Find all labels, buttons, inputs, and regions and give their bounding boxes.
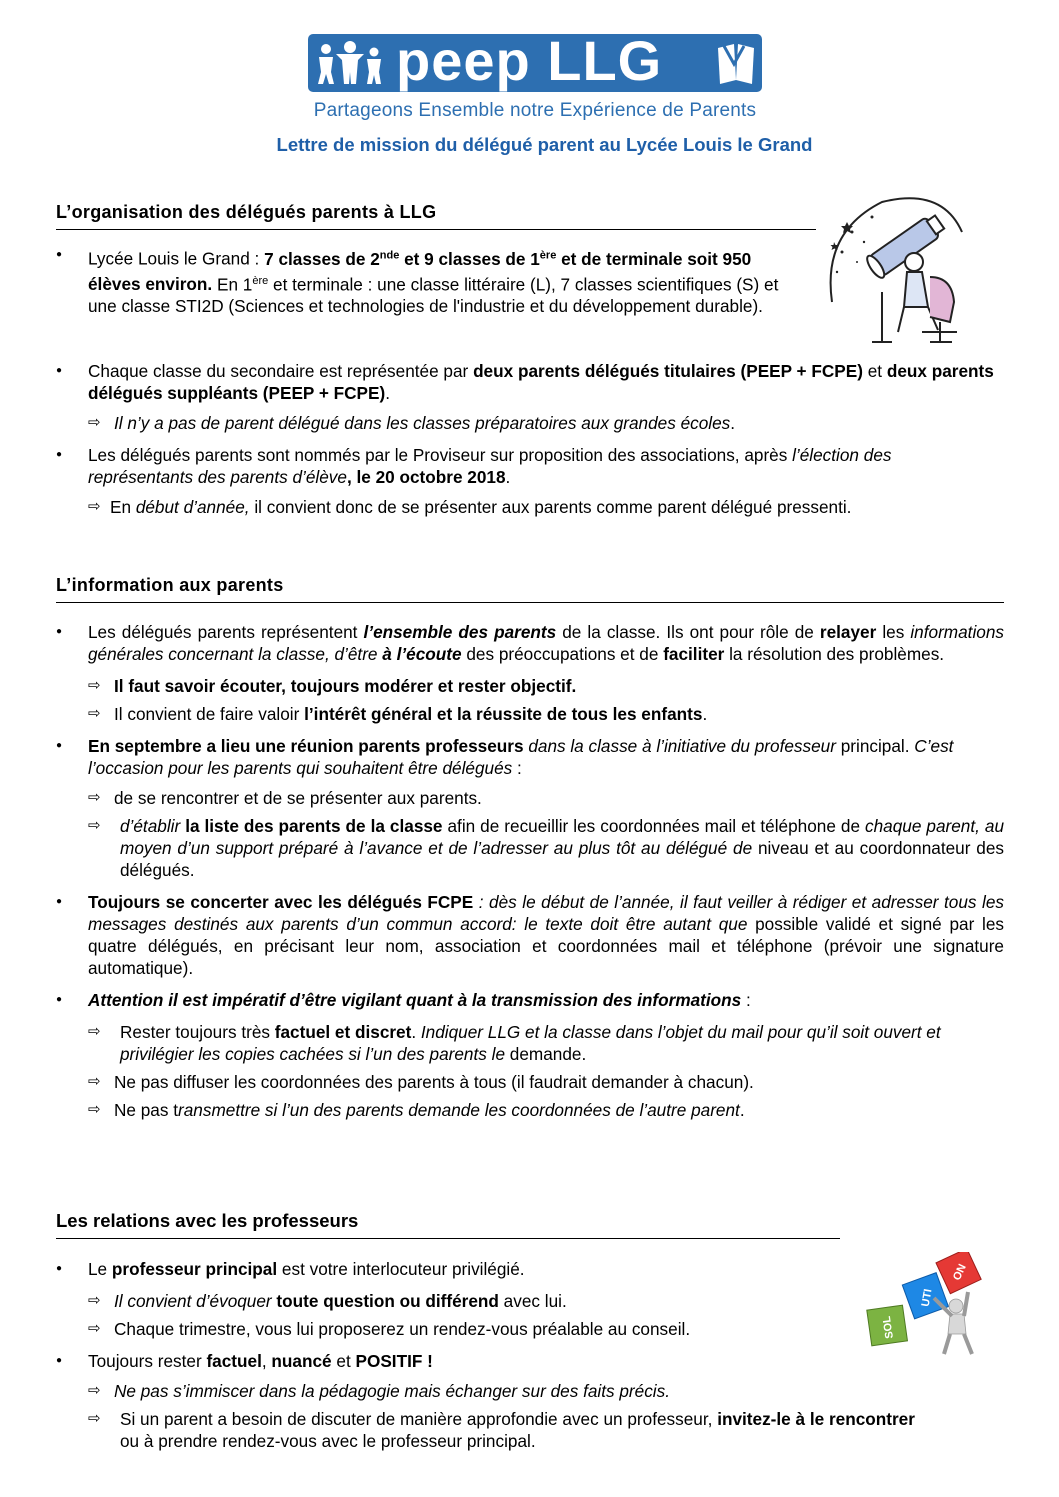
arrow-right-icon: ⇨ <box>88 498 101 515</box>
sub-item: ⇨ Ne pas diffuser les coordonnées des parents à tous (il faudrait demander à chacun). <box>88 1072 754 1092</box>
logo-text: peep LLG <box>396 29 663 92</box>
telescope-illustration <box>812 192 972 348</box>
sub-item: ⇨ Il faut savoir écouter, toujours modérer et rester objectif. <box>88 676 577 696</box>
sub-item: ⇨ Ne pas transmettre si l’un des parents demande les coordonnées de l’autre parent. <box>88 1100 745 1120</box>
sub-item: ⇨ de se rencontrer et de se présenter aux parents. <box>88 788 482 808</box>
arrow-right-icon: ⇨ <box>88 677 101 694</box>
list-item: ● Toujours rester factuel, nuancé et POSITIF ! ⇨ Ne pas s’immiscer dans la pédagogie mais échanger sur des faits précis. ⇨ Si un parent a besoin de discuter de manière approfondie avec un professeur, invitez-le à le rencontrer ou à prendre rendez-vous avec le professeur principal. <box>56 1350 936 1452</box>
sub-item: ⇨ d’établir la liste des parents de la classe afin de recueillir les coordonnées mail et téléphone de chaque parent, au moyen d’un support préparé à l’avance et de l’adresser au plus tôt au délégué de niveau et au coordonnateur des délégués. <box>88 816 1005 880</box>
arrow-right-icon: ⇨ <box>88 705 101 722</box>
section-professeurs <box>56 1210 840 1239</box>
sub-item: ⇨ Ne pas s’immiscer dans la pédagogie mais échanger sur des faits précis. <box>88 1381 670 1401</box>
list-item: ● Toujours se concerter avec les délégués FCPE : dès le début de l’année, il faut veiller à rédiger et adresser tous les messages destinés aux parents d’un commun accord: le texte doit être autant que possible validé et signé par les quatre délégués, en précisant leur nom, association et coordonnées mail et téléphone (prévoir une signature automatique). <box>56 891 1004 979</box>
list-item: ● Attention il est impératif d’être vigilant quant à la transmission des informations : ⇨ Rester toujours très factuel et discret. Indiquer LLG et la classe dans l’objet du mail pour qu’il soit ouvert et privilégier les copies cachées si l’un des parents le demande. ⇨ Ne pas diffuser les coordonnées des parents à tous (il faudrait demander à chacun). ⇨ Ne pas transmettre si l’un des parents demande les coordonnées de l’autre parent. <box>56 989 1004 1121</box>
list-item: ● Les délégués parents représentent l’ensemble des parents de la classe. Ils ont pour rôle de relayer les informations générales concernant la classe, d’être à l’écoute des préoccupations et de faciliter la résolution des problèmes. ⇨ Il faut savoir écouter, toujours modérer et rester objectif. ⇨ Il convient de faire valoir l’intérêt général et la réussite de tous les enfants. <box>56 621 1004 725</box>
logo-tagline: Partageons Ensemble notre Expérience de Parents <box>313 100 757 121</box>
sub-item: ⇨ Si un parent a besoin de discuter de manière approfondie avec un professeur, invitez-le à le rencontrer ou à prendre rendez-vous avec le professeur principal. <box>88 1409 915 1451</box>
section-professeurs-list <box>56 1258 936 1452</box>
logo-bar <box>308 29 762 92</box>
sub-item: ⇨ Chaque trimestre, vous lui proposerez un rendez-vous préalable au conseil. <box>88 1319 691 1339</box>
peep-logo <box>308 29 762 122</box>
arrow-right-icon: ⇨ <box>88 1023 101 1040</box>
book-icon <box>716 42 756 84</box>
sub-item: ⇨ Il convient de faire valoir l’intérêt général et la réussite de tous les enfants. <box>88 704 708 724</box>
cube-letter: SOL <box>880 1315 896 1340</box>
cube-letter: ON <box>950 1262 969 1283</box>
arrow-right-icon: ⇨ <box>88 1292 101 1309</box>
arrow-right-icon: ⇨ <box>88 1101 101 1118</box>
arrow-right-icon: ⇨ <box>88 1320 101 1337</box>
arrow-right-icon: ⇨ <box>88 1073 101 1090</box>
cube-letter: UTI <box>919 1288 935 1308</box>
sub-item: ⇨ Rester toujours très factuel et discret. Indiquer LLG et la classe dans l’objet du mail pour qu’il soit ouvert et privilégier les copies cachées si l’un des parents le demande. <box>88 1022 941 1064</box>
arrow-right-icon: ⇨ <box>88 817 101 834</box>
sub-item: ⇨ En début d’année, il convient donc de se présenter aux parents comme parent délégué pressenti. <box>88 497 852 517</box>
section-title: L’information aux parents <box>56 575 1004 603</box>
section-organisation <box>56 202 816 317</box>
section-title: L’organisation des délégués parents à LLG <box>56 202 816 230</box>
arrow-right-icon: ⇨ <box>88 1410 101 1427</box>
list-item: ● Le professeur principal est votre interlocuteur privilégié. ⇨ Il convient d’évoquer toute question ou différend avec lui. ⇨ Chaque trimestre, vous lui proposerez un rendez-vous préalable au conseil. <box>56 1258 936 1340</box>
arrow-right-icon: ⇨ <box>88 789 101 806</box>
list-item: ● Les délégués parents sont nommés par le Proviseur sur proposition des associations, après l’élection des représentants des parents d’élève, le 20 octobre 2018. ⇨ En début d’année, il convient donc de se présenter aux parents comme parent délégué pressenti. <box>56 444 996 518</box>
arrow-right-icon: ⇨ <box>88 414 101 431</box>
arrow-right-icon: ⇨ <box>88 1382 101 1399</box>
list-item: ● Lycée Louis le Grand : 7 classes de 2nde et 9 classes de 1ère et de terminale soit 950 élèves environ. En 1ère et terminale : une classe littéraire (L), 7 classes scientifiques (S) et une classe STI2D (Sciences et technologies de l'industrie et du développement durable). <box>56 244 800 317</box>
sub-item: ⇨ Il convient d’évoquer toute question ou différend avec lui. <box>88 1291 567 1311</box>
section-title: Les relations avec les professeurs <box>56 1210 840 1239</box>
list-item: ● En septembre a lieu une réunion parents professeurs dans la classe à l’initiative du professeur principal. C’est l’occasion pour les parents qui souhaitent être délégués : ⇨ de se rencontrer et de se présenter aux parents. ⇨ d’établir la liste des parents de la classe afin de recueillir les coordonnées mail et téléphone de chaque parent, au moyen d’un support préparé à l’avance et de l’adresser au plus tôt au délégué de niveau et au coordonnateur des délégués. <box>56 735 1004 881</box>
solution-cubes-illustration <box>864 1252 994 1358</box>
section-organisation-cont <box>56 360 996 518</box>
sub-item: ⇨ Il n’y a pas de parent délégué dans les classes préparatoires aux grandes écoles. <box>88 413 736 433</box>
document-title: Lettre de mission du délégué parent au Lycée Louis le Grand <box>276 134 813 155</box>
list-item: ● Chaque classe du secondaire est représentée par deux parents délégués titulaires (PEEP + FCPE) et deux parents délégués suppléants (PEEP + FCPE). ⇨ Il n’y a pas de parent délégué dans les classes préparatoires aux grandes écoles. <box>56 360 996 434</box>
family-icon <box>314 40 386 86</box>
section-information <box>56 575 1004 1121</box>
